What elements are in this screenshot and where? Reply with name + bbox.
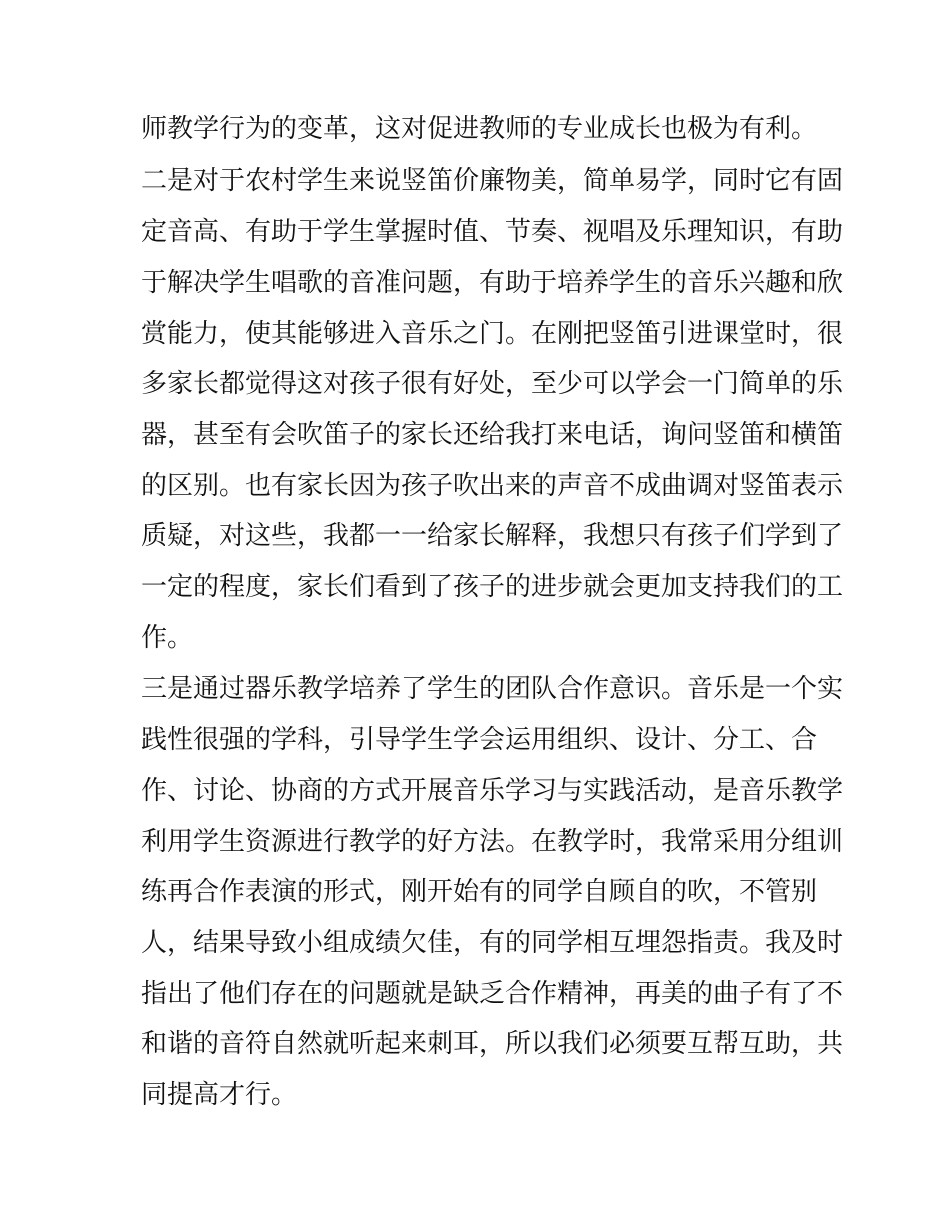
text-line: 多家长都觉得这对孩子很有好处，至少可以学会一门简单的乐 [141, 369, 844, 399]
text-line: 质疑，对这些，我都一一给家长解释，我想只有孩子们学到了 [141, 521, 844, 551]
text-line: 练再合作表演的形式，刚开始有的同学自顾自的吹，不管别 [141, 877, 818, 907]
text-line: 和谐的音符自然就听起来刺耳，所以我们必须要互帮互助，共 [141, 1029, 844, 1059]
text-line: 的区别。也有家长因为孩子吹出来的声音不成曲调对竖笛表示 [141, 471, 844, 501]
text-line: 一定的程度，家长们看到了孩子的进步就会更加支持我们的工 [141, 572, 844, 602]
text-line: 二是对于农村学生来说竖笛价廉物美，简单易学，同时它有固 [141, 166, 844, 196]
text-line: 人，结果导致小组成绩欠佳，有的同学相互埋怨指责。我及时 [141, 928, 844, 958]
text-line: 三是通过器乐教学培养了学生的团队合作意识。音乐是一个实 [141, 674, 844, 704]
text-line: 赏能力，使其能够进入音乐之门。在刚把竖笛引进课堂时，很 [141, 319, 844, 349]
text-line: 器，甚至有会吹笛子的家长还给我打来电话，询问竖笛和横笛 [141, 420, 844, 450]
text-line: 作、讨论、协商的方式开展音乐学习与实践活动，是音乐教学 [141, 776, 844, 806]
text-line: 于解决学生唱歌的音准问题，有助于培养学生的音乐兴趣和欣 [141, 268, 844, 298]
text-line: 定音高、有助于学生掌握时值、节奏、视唱及乐理知识，有助 [141, 217, 844, 247]
text-line: 师教学行为的变革，这对促进教师的专业成长也极为有利。 [141, 114, 818, 144]
text-line: 作。 [141, 623, 194, 653]
text-line: 利用学生资源进行教学的好方法。在教学时，我常采用分组训 [141, 827, 844, 857]
text-line: 践性很强的学科，引导学生学会运用组织、设计、分工、合 [141, 725, 818, 755]
text-line: 指出了他们存在的问题就是缺乏合作精神，再美的曲子有了不 [141, 979, 844, 1009]
text-line: 同提高才行。 [141, 1080, 298, 1110]
